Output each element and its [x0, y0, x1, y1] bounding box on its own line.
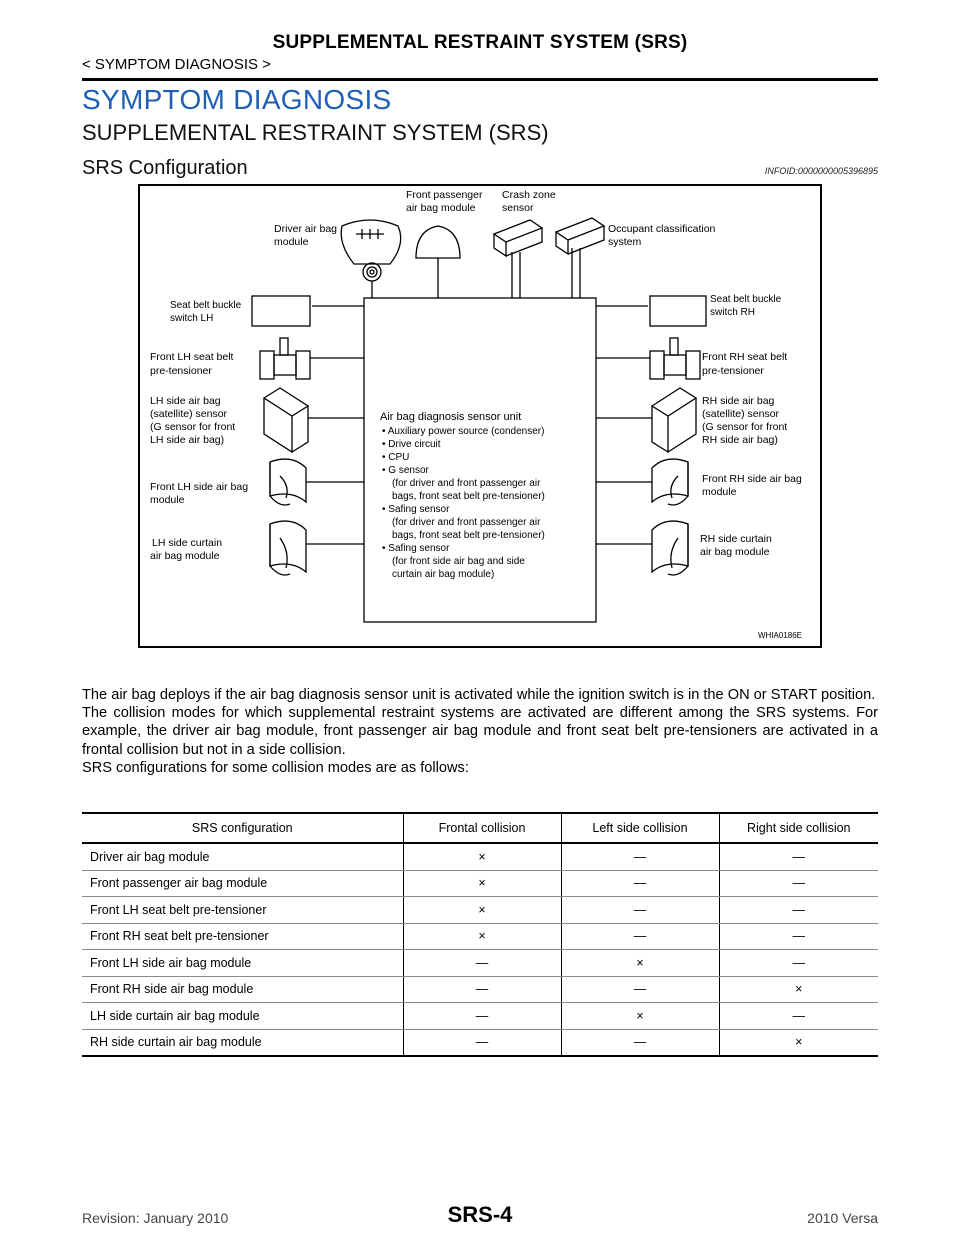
table-row [82, 1029, 878, 1056]
table-cell: — [719, 923, 878, 950]
label-buckle-rh: Seat belt buckle [710, 294, 782, 305]
curtain-airbag-lh-icon [270, 521, 306, 575]
label-buckle-lh: switch LH [170, 313, 214, 324]
table-cell: — [561, 870, 719, 897]
paragraph: SRS configurations for some collision modes are as follows: [82, 759, 469, 776]
table-cell: LH side curtain air bag module [82, 1003, 403, 1030]
table-cell: Front LH seat belt pre-tensioner [82, 897, 403, 924]
crash-zone-sensor-icon [494, 220, 542, 256]
table-cell: — [403, 1029, 561, 1056]
satellite-sensor-lh-icon [264, 388, 308, 452]
table-cell: — [719, 843, 878, 870]
label-curtain-rh: RH side curtain [700, 533, 772, 545]
table-cell: — [719, 950, 878, 977]
table-row [82, 976, 878, 1003]
section-title: SYMPTOM DIAGNOSIS [82, 84, 392, 115]
label-satellite-rh: RH side air bag [702, 395, 775, 407]
table-cell: Front RH seat belt pre-tensioner [82, 923, 403, 950]
label-pretensioner-rh: pre-tensioner [702, 365, 764, 377]
table-cell: — [719, 897, 878, 924]
unit-item: • Drive circuit [382, 439, 441, 450]
paragraph: The collision modes for which supplemental restraint systems are activated are different among the SRS systems. For example, the driver air bag module, front passenger air bag module and front seat belt pre-tensioners are activated in a frontal collision but not in a side collision. [82, 705, 878, 758]
page-header-title: SUPPLEMENTAL RESTRAINT SYSTEM (SRS) [272, 32, 688, 53]
driver-airbag-icon [341, 220, 400, 281]
label-satellite-lh: (satellite) sensor [150, 408, 228, 420]
table-cell: — [561, 1029, 719, 1056]
table-row [82, 1003, 878, 1030]
label-satellite-lh: LH side air bag [150, 395, 221, 407]
breadcrumb: < SYMPTOM DIAGNOSIS > [82, 56, 271, 73]
table-cell: — [561, 897, 719, 924]
label-side-airbag-rh: module [702, 486, 737, 498]
paragraph: The air bag deploys if the air bag diagnosis sensor unit is activated while the ignition switch is in the ON or START position. [82, 687, 876, 703]
table-cell: Front passenger air bag module [82, 870, 403, 897]
pretensioner-lh-icon [260, 338, 310, 379]
srs-configuration-diagram [138, 184, 822, 648]
buckle-switch-rh-icon [650, 296, 706, 326]
unit-item: • Safing sensor [382, 543, 450, 554]
label-satellite-rh: (G sensor for front [702, 421, 788, 433]
label-crash-zone: Crash zone [502, 189, 556, 201]
table-cell: × [719, 976, 878, 1003]
table-cell: Driver air bag module [82, 843, 403, 870]
table-cell: Front RH side air bag module [82, 976, 403, 1003]
passenger-airbag-icon [416, 226, 460, 258]
column-header: Left side collision [561, 813, 719, 843]
table-cell: RH side curtain air bag module [82, 1029, 403, 1056]
label-occupant: system [608, 236, 642, 248]
footer-page-number: SRS-4 [447, 1202, 513, 1227]
label-curtain-lh: air bag module [150, 550, 220, 562]
label-crash-zone: sensor [502, 202, 534, 214]
table-cell: × [403, 923, 561, 950]
label-side-airbag-rh: Front RH side air bag [702, 473, 802, 485]
table-cell: Front LH side air bag module [82, 950, 403, 977]
table-cell: × [561, 1003, 719, 1030]
label-curtain-rh: air bag module [700, 546, 770, 558]
table-cell: — [561, 976, 719, 1003]
table-cell: × [403, 870, 561, 897]
label-curtain-lh: LH side curtain [152, 537, 223, 549]
srs-collision-table [82, 812, 878, 1057]
unit-item: • Auxiliary power source (condenser) [382, 426, 545, 437]
footer-revision: Revision: January 2010 [82, 1210, 229, 1226]
table-header-row [82, 813, 878, 843]
table-row [82, 870, 878, 897]
table-cell: × [561, 950, 719, 977]
unit-item: (for driver and front passenger air [392, 517, 541, 528]
table-cell: — [561, 923, 719, 950]
table-cell: × [403, 843, 561, 870]
label-occupant: Occupant classification [608, 223, 716, 235]
unit-item: bags, front seat belt pre-tensioner) [392, 491, 545, 502]
label-pretensioner-rh: Front RH seat belt [702, 351, 788, 363]
table-cell: — [719, 1003, 878, 1030]
description-text [82, 686, 878, 777]
unit-item: • CPU [382, 452, 410, 463]
unit-item: (for driver and front passenger air [392, 478, 541, 489]
label-front-passenger: Front passenger [406, 189, 483, 201]
header-divider [82, 78, 878, 81]
label-buckle-rh: switch RH [710, 307, 756, 318]
unit-item: • Safing sensor [382, 504, 450, 515]
subsection-title: SRS Configuration [82, 157, 248, 179]
table-cell: — [403, 950, 561, 977]
label-side-airbag-lh: Front LH side air bag [150, 481, 249, 493]
side-airbag-rh-icon [652, 459, 688, 505]
label-satellite-lh: LH side air bag) [150, 434, 225, 446]
table-cell: — [719, 870, 878, 897]
label-driver-airbag: Driver air bag [274, 223, 338, 235]
label-pretensioner-lh: Front LH seat belt [150, 351, 234, 363]
table-row [82, 950, 878, 977]
label-side-airbag-lh: module [150, 494, 185, 506]
unit-title: Air bag diagnosis sensor unit [380, 411, 522, 423]
label-satellite-rh: RH side air bag) [702, 434, 778, 446]
table-row [82, 843, 878, 870]
info-id: INFOID:0000000005396895 [764, 166, 878, 176]
unit-item: (for front side air bag and side [392, 556, 525, 567]
unit-item: • G sensor [382, 465, 429, 476]
column-header: Frontal collision [403, 813, 561, 843]
column-header: Right side collision [719, 813, 878, 843]
pretensioner-rh-icon [650, 338, 700, 379]
table-cell: — [561, 843, 719, 870]
diagram-svg [140, 186, 820, 646]
unit-item: curtain air bag module) [392, 569, 495, 580]
label-satellite-rh: (satellite) sensor [702, 408, 780, 420]
section-subtitle: SUPPLEMENTAL RESTRAINT SYSTEM (SRS) [82, 120, 549, 145]
column-header: SRS configuration [82, 813, 403, 843]
satellite-sensor-rh-icon [652, 388, 696, 452]
table-cell: × [719, 1029, 878, 1056]
label-satellite-lh: (G sensor for front [150, 421, 236, 433]
unit-item: bags, front seat belt pre-tensioner) [392, 530, 545, 541]
table-row [82, 897, 878, 924]
side-airbag-lh-icon [270, 459, 306, 505]
label-front-passenger: air bag module [406, 202, 476, 214]
table-row [82, 923, 878, 950]
label-buckle-lh: Seat belt buckle [170, 300, 242, 311]
figure-code: WHIA0186E [758, 631, 803, 640]
label-driver-airbag: module [274, 236, 309, 248]
table-cell: — [403, 1003, 561, 1030]
table-cell: × [403, 897, 561, 924]
footer-model: 2010 Versa [807, 1210, 878, 1226]
buckle-switch-lh-icon [252, 296, 310, 326]
curtain-airbag-rh-icon [652, 521, 688, 575]
table-cell: — [403, 976, 561, 1003]
label-pretensioner-lh: pre-tensioner [150, 365, 212, 377]
